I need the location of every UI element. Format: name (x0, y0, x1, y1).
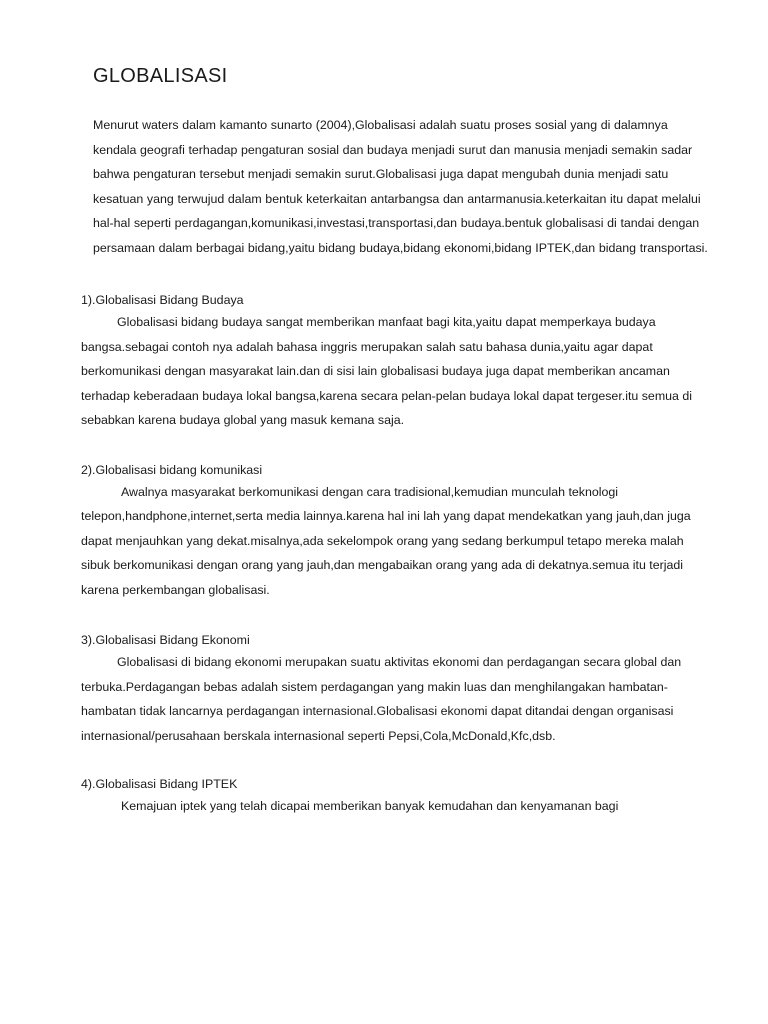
page-title: GLOBALISASI (93, 65, 228, 87)
section-paragraph: Globalisasi di bidang ekonomi merupakan suatu aktivitas ekonomi dan perdagangan secara global dan terbuka.Perdagangan bebas adalah sistem perdagangan yang makin luas dan menghilangakan hambatan-hambatan tidak lancarnya perdagangan internasional.Globalisasi ekonomi dapat ditandai dengan organisasi internasional/perusahaan berskala internasional seperti Pepsi,Cola,McDonald,Kfc,dsb. (81, 655, 682, 743)
section-heading: 1).Globalisasi Bidang Budaya (81, 293, 244, 307)
section-paragraph: Kemajuan iptek yang telah dicapai memberikan banyak kemudahan dan kenyamanan bagi (121, 799, 619, 813)
section-ekonomi (81, 630, 708, 748)
section-paragraph: Globalisasi bidang budaya sangat memberikan manfaat bagi kita,yaitu dapat memperkaya budaya bangsa.sebagai contoh nya adalah bahasa inggris merupakan salah satu bahasa dunia,yaitu agar dapat berkomunikasi dengan masyarakat lain.dan di sisi lain globalisasi budaya juga dapat memberikan ancaman terhadap keberadaan budaya lokal bangsa,karena secara pelan-pelan budaya lokal dapat tergeser.itu semua di sebabkan karena budaya global yang masuk kemana saja. (81, 315, 693, 427)
section-iptek (81, 774, 708, 819)
section-heading: 3).Globalisasi Bidang Ekonomi (81, 633, 250, 647)
intro-paragraph: Menurut waters dalam kamanto sunarto (2004),Globalisasi adalah suatu proses sosial yang di dalamnya kendala geografi terhadap pengaturan sosial dan budaya menjadi surut dan manusia menjadi semakin sadar bahwa pengaturan tersebut menjadi semakin surut.Globalisasi juga dapat mengubah dunia menjadi satu kesatuan yang terwujud dalam bentuk keterkaitan antarbangsa dan antarmanusia.keterkaitan itu dapat melalui hal-hal seperti perdagangan,komunikasi,investasi,transportasi,dan budaya.bentuk globalisasi di tandai dengan persamaan dalam berbagai bidang,yaitu bidang budaya,bidang ekonomi,bidang IPTEK,dan bidang transportasi. (93, 118, 708, 255)
section-heading: 4).Globalisasi Bidang IPTEK (81, 777, 238, 791)
section-budaya (81, 290, 708, 433)
section-komunikasi (81, 460, 708, 603)
section-heading: 2).Globalisasi bidang komunikasi (81, 462, 263, 477)
section-paragraph: Awalnya masyarakat berkomunikasi dengan cara tradisional,kemudian munculah teknologi telepon,handphone,internet,serta media lainnya.karena hal ini lah yang dapat mendekatkan yang jauh,dan juga dapat menjauhkan yang dekat.misalnya,ada sekelompok orang yang sedang berkumpul tetapo mereka malah sibuk berkomunikasi dengan orang yang jauh,dan mengabaikan orang yang ada di dekatnya.semua itu terjadi karena perkembangan globalisasi. (81, 484, 691, 597)
